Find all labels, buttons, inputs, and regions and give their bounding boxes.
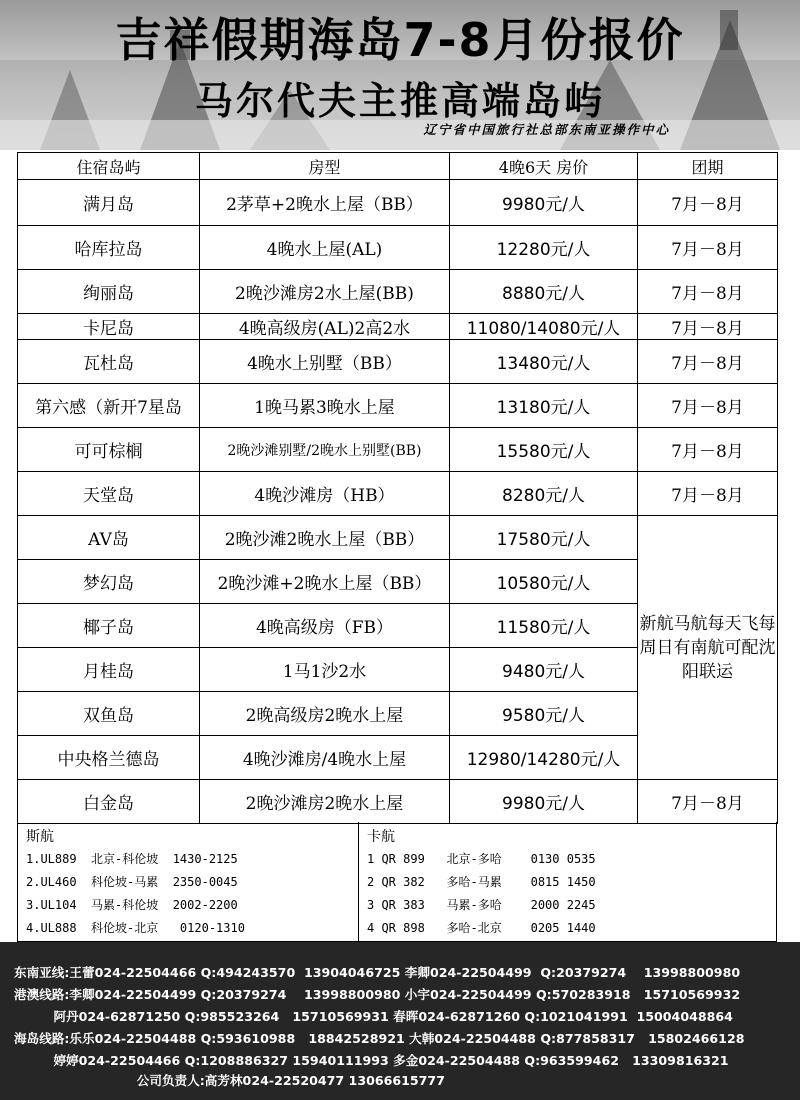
contact-line: 海岛线路:乐乐024-22504488 Q:593610988 18842528921 大韩024-22504488 Q:877858317 15802466128 xyxy=(14,1031,745,1046)
period-cell: 7月－8月 xyxy=(638,428,778,472)
table-row xyxy=(18,428,778,472)
island-cell: 椰子岛 xyxy=(18,604,200,648)
flight-line: 2.UL460 科伦坡-马累 2350-0045 xyxy=(26,875,238,889)
flight-line: 3.UL104 马累-科伦坡 2002-2200 xyxy=(26,898,238,912)
island-cell: 双鱼岛 xyxy=(18,692,200,736)
price-cell: 9480元/人 xyxy=(450,648,638,692)
island-cell: 卡尼岛 xyxy=(18,314,200,340)
header-island: 住宿岛屿 xyxy=(18,153,200,180)
flight-line: 4.UL888 科伦坡-北京 0120-1310 xyxy=(26,921,245,935)
island-cell: 中央格兰德岛 xyxy=(18,736,200,780)
room-cell: 2茅草+2晚水上屋（BB） xyxy=(200,180,450,226)
merged-schedule-note: 新航马航每天飞每周日有南航可配沈阳联运 xyxy=(638,516,778,780)
company-manager: 公司负责人:高芳林024-22520477 13066615777 xyxy=(14,1073,445,1088)
contact-line: 东南亚线:王蕾024-22504466 Q:494243570 13904046725 李卿024-22504499 Q:20379274 13998800980 xyxy=(14,965,741,980)
price-cell: 9980元/人 xyxy=(450,180,638,226)
period-cell: 7月－8月 xyxy=(638,314,778,340)
price-cell: 9580元/人 xyxy=(450,692,638,736)
period-cell: 7月－8月 xyxy=(638,472,778,516)
island-cell: 满月岛 xyxy=(18,180,200,226)
table-header-row xyxy=(18,153,778,180)
price-cell: 8280元/人 xyxy=(450,472,638,516)
table-row xyxy=(18,226,778,270)
srilankan-flights xyxy=(18,822,358,941)
table-row xyxy=(18,340,778,384)
price-cell: 12280元/人 xyxy=(450,226,638,270)
airline-title: 斯航 xyxy=(26,829,54,845)
room-cell: 4晚沙滩房（HB） xyxy=(200,472,450,516)
room-cell: 4晚水上屋(AL) xyxy=(200,226,450,270)
room-cell: 4晚水上别墅（BB） xyxy=(200,340,450,384)
page-subtitle: 马尔代夫主推高端岛屿 xyxy=(194,79,605,123)
price-cell: 9980元/人 xyxy=(450,780,638,824)
period-cell: 7月－8月 xyxy=(638,180,778,226)
contact-line: 阿丹024-62871250 Q:985523264 15710569931 春晖024-62871260 Q:1021041991 15004048864 xyxy=(14,1009,733,1024)
room-cell: 4晚高级房（FB） xyxy=(200,604,450,648)
table-row xyxy=(18,384,778,428)
header-room-type: 房型 xyxy=(200,153,450,180)
room-cell: 2晚沙滩+2晚水上屋（BB） xyxy=(200,560,450,604)
contact-line: 港澳线路:李卿024-22504499 Q:20379274 13998800980 小宇024-22504499 Q:570283918 15710569932 xyxy=(14,987,741,1002)
table-row xyxy=(18,270,778,314)
flight-line: 2 QR 382 多哈-马累 0815 1450 xyxy=(367,875,596,889)
flight-schedule xyxy=(17,822,777,942)
header-banner xyxy=(0,0,800,150)
room-cell: 2晚沙滩2晚水上屋（BB） xyxy=(200,516,450,560)
room-cell: 4晚高级房(AL)2高2水 xyxy=(200,314,450,340)
room-cell: 4晚沙滩房/4晚水上屋 xyxy=(200,736,450,780)
island-cell: AV岛 xyxy=(18,516,200,560)
page-title: 吉祥假期海岛7-8月份报价 xyxy=(115,13,685,67)
island-cell: 月桂岛 xyxy=(18,648,200,692)
price-cell: 13180元/人 xyxy=(450,384,638,428)
contact-info-footer xyxy=(0,942,800,1100)
price-cell: 13480元/人 xyxy=(450,340,638,384)
island-cell: 梦幻岛 xyxy=(18,560,200,604)
qatar-flights xyxy=(358,822,777,941)
price-table xyxy=(17,152,778,824)
table-row xyxy=(18,472,778,516)
price-cell: 12980/14280元/人 xyxy=(450,736,638,780)
period-cell: 7月－8月 xyxy=(638,780,778,824)
period-cell: 7月－8月 xyxy=(638,340,778,384)
period-cell: 7月－8月 xyxy=(638,226,778,270)
room-cell: 2晚沙滩别墅/2晚水上别墅(BB) xyxy=(200,428,450,472)
room-cell: 2晚沙滩房2水上屋(BB) xyxy=(200,270,450,314)
price-cell: 8880元/人 xyxy=(450,270,638,314)
flight-line: 3 QR 383 马累-多哈 2000 2245 xyxy=(367,898,596,912)
organization-name: 辽宁省中国旅行社总部东南亚操作中心 xyxy=(423,122,670,137)
table-row xyxy=(18,780,778,824)
price-cell: 15580元/人 xyxy=(450,428,638,472)
room-cell: 1晚马累3晚水上屋 xyxy=(200,384,450,428)
price-cell: 11080/14080元/人 xyxy=(450,314,638,340)
table-row xyxy=(18,314,778,340)
room-cell: 2晚沙滩房2晚水上屋 xyxy=(200,780,450,824)
price-cell: 10580元/人 xyxy=(450,560,638,604)
island-cell: 天堂岛 xyxy=(18,472,200,516)
airline-title: 卡航 xyxy=(367,829,395,845)
island-cell: 瓦杜岛 xyxy=(18,340,200,384)
room-cell: 2晚高级房2晚水上屋 xyxy=(200,692,450,736)
island-cell: 哈库拉岛 xyxy=(18,226,200,270)
flight-line: 1 QR 899 北京-多哈 0130 0535 xyxy=(367,852,596,866)
contact-line: 婷婷024-22504466 Q:1208886327 15940111993 多金024-22504488 Q:963599462 13309816321 xyxy=(14,1053,729,1068)
island-cell: 白金岛 xyxy=(18,780,200,824)
room-cell: 1马1沙2水 xyxy=(200,648,450,692)
table-row xyxy=(18,516,778,560)
period-cell: 7月－8月 xyxy=(638,270,778,314)
table-row xyxy=(18,180,778,226)
period-cell: 7月－8月 xyxy=(638,384,778,428)
header-period: 团期 xyxy=(638,153,778,180)
header-price: 4晚6天 房价 xyxy=(450,153,638,180)
island-cell: 绚丽岛 xyxy=(18,270,200,314)
flight-line: 1.UL889 北京-科伦坡 1430-2125 xyxy=(26,852,238,866)
island-cell: 可可棕榈 xyxy=(18,428,200,472)
flight-line: 4 QR 898 多哈-北京 0205 1440 xyxy=(367,921,596,935)
price-cell: 17580元/人 xyxy=(450,516,638,560)
island-cell: 第六感（新开7星岛 xyxy=(18,384,200,428)
price-cell: 11580元/人 xyxy=(450,604,638,648)
